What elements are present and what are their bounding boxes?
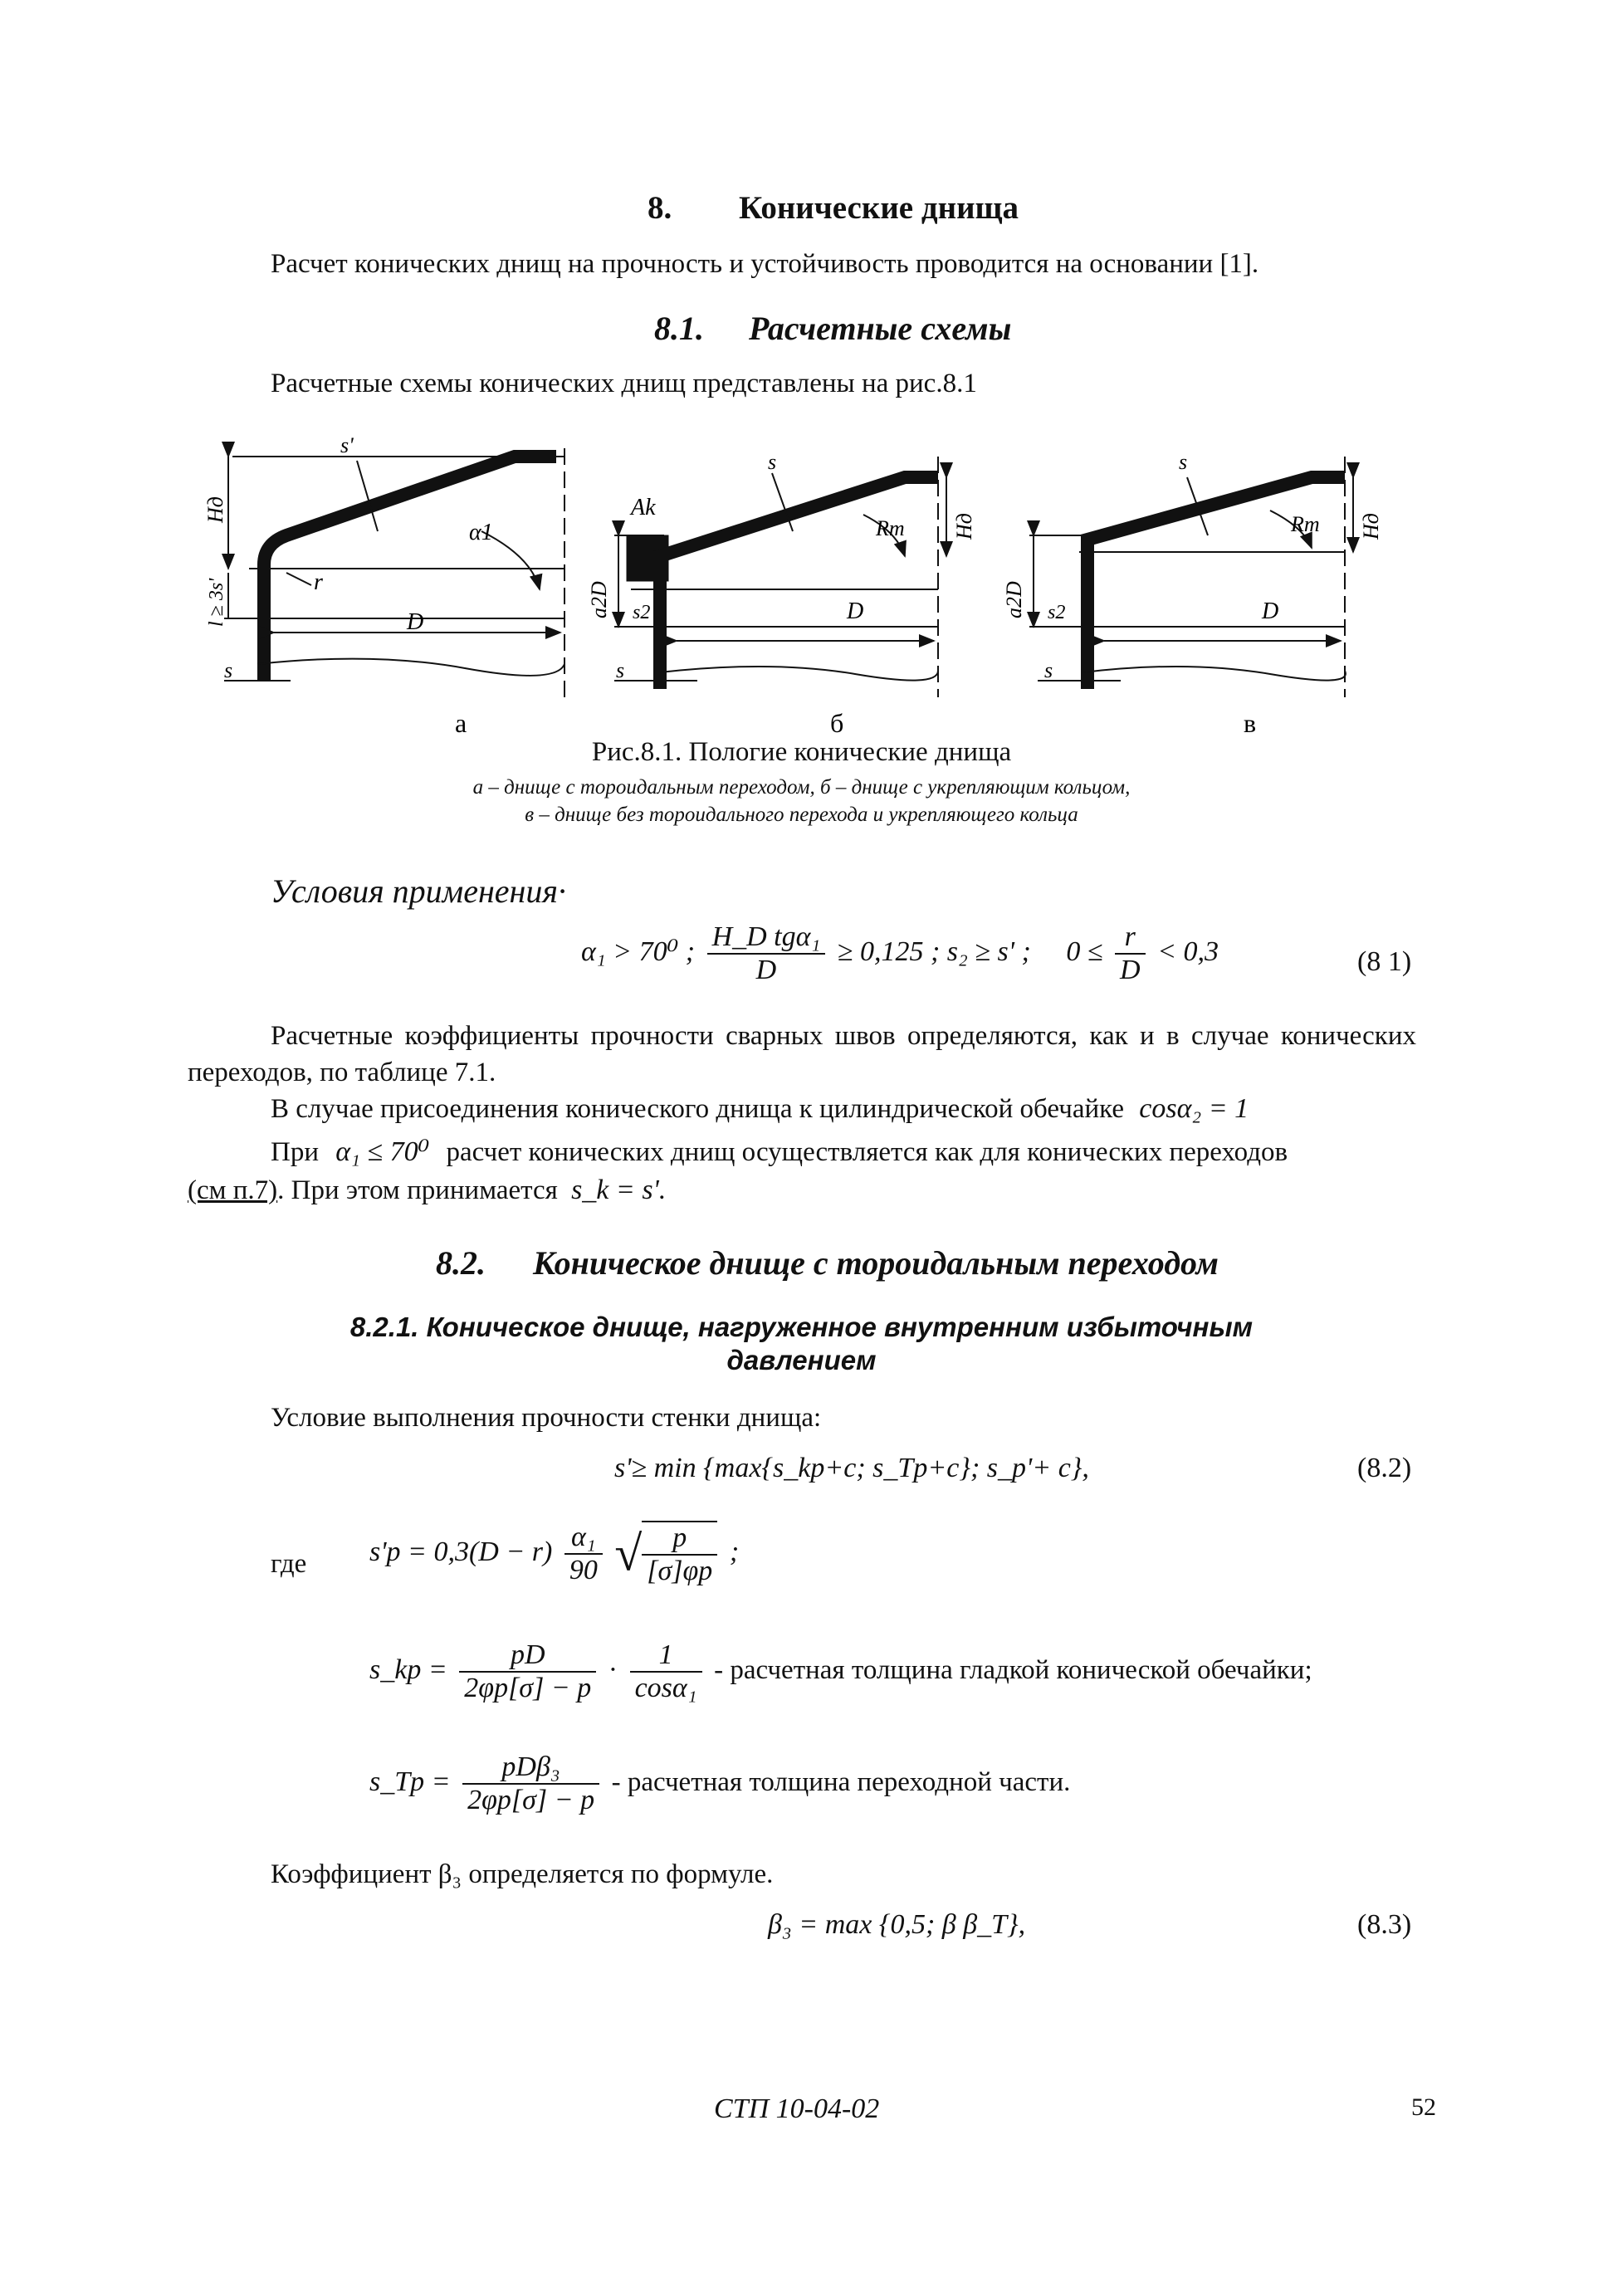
panel-b-ak-label: Ak bbox=[631, 495, 656, 520]
panel-b-a2d-label: a2D bbox=[587, 581, 611, 618]
paragraph-3-line-2 bbox=[188, 1172, 666, 1209]
eq81-part2: ≥ 0,125 ; s₂ ≥ s' ; bbox=[837, 935, 1031, 967]
def-sp-sqrt-num: p bbox=[642, 1522, 717, 1556]
panel-a-s-prime-label: s' bbox=[340, 433, 354, 457]
where-label: где bbox=[271, 1549, 307, 1579]
def-stp-frac-den: 2φp[σ] − p bbox=[467, 1785, 595, 1815]
paragraph-3-formula: α₁ ≤ 70⁰ bbox=[335, 1136, 430, 1167]
def-sp-frac-num: α₁ bbox=[564, 1522, 603, 1555]
panel-b-drawing bbox=[614, 457, 946, 697]
beta-text: Коэффициент β₃ определяется по формуле. bbox=[271, 1859, 774, 1889]
def-sp-frac-den: 90 bbox=[569, 1555, 598, 1585]
eq81-part1: α₁ > 70⁰ ; bbox=[581, 935, 696, 967]
eq81-part3: 0 ≤ bbox=[1066, 935, 1103, 967]
panel-c-d-label: D bbox=[1262, 598, 1279, 624]
paragraph-2-text: В случае присоединения конического днища к цилиндрической обечайке bbox=[271, 1094, 1124, 1124]
eq82-number: (8.2) bbox=[1357, 1453, 1412, 1483]
intro-text: Расчет конических днищ на прочность и устойчивость проводится на основании [1]. bbox=[271, 249, 1259, 279]
paragraph-3-b: расчет конических днищ осуществляется как для конических переходов bbox=[446, 1137, 1288, 1167]
def-skp-frac2-den: cosα₁ bbox=[634, 1673, 697, 1703]
def-stp-description: - расчетная толщина переходной части. bbox=[611, 1766, 1071, 1797]
panel-b-s2-label: s2 bbox=[633, 602, 651, 623]
def-sp-tail: ; bbox=[729, 1536, 740, 1567]
panel-a-drawing bbox=[224, 448, 564, 697]
panel-b-letter: б bbox=[830, 708, 844, 738]
panel-b-s-bottom-label: s bbox=[616, 658, 625, 682]
strength-condition-text: Условие выполнения прочности стенки днища: bbox=[271, 1403, 822, 1433]
panel-c-letter: в bbox=[1244, 708, 1257, 738]
panel-c-s2-label: s2 bbox=[1048, 602, 1066, 623]
def-skp-frac-den: 2φp[σ] − p bbox=[464, 1673, 592, 1703]
panel-b-rt-label: Rт bbox=[876, 516, 905, 540]
panel-a-l-label: l ≥ 3s' bbox=[206, 578, 227, 627]
def-stp-frac-num: pDβ₃ bbox=[462, 1751, 599, 1785]
equation-8-2: s'≥ min {max{s_kp+c; s_Tp+c}; s_p'+ c}, bbox=[614, 1453, 1089, 1483]
equation-8-3: β₃ = max {0,5; β β_T}, bbox=[768, 1909, 1026, 1940]
section-8-1-number: 8.1. bbox=[654, 310, 704, 347]
paragraph-3 bbox=[271, 1134, 1416, 1170]
panel-b-d-label: D bbox=[847, 598, 864, 624]
eq81-frac2-den: D bbox=[1120, 955, 1141, 985]
section-8-title: Конические днища bbox=[739, 190, 1019, 226]
eq81-frac-den: D bbox=[755, 955, 777, 985]
schemes-text: Расчетные схемы конических днищ представлены на рис.8.1 bbox=[271, 369, 977, 398]
footer-document-code: СТП 10-04-02 bbox=[714, 2093, 880, 2124]
section-8-1-title: Расчетные схемы bbox=[749, 310, 1012, 347]
section-8-2-1-heading-line-2: давлением bbox=[726, 1345, 877, 1375]
panel-b-hd-label: Hд bbox=[952, 513, 976, 540]
panel-a-hd-label: Hд bbox=[203, 496, 227, 523]
section-8-2-number: 8.2. bbox=[436, 1244, 486, 1282]
panel-a-letter: а bbox=[455, 708, 467, 738]
section-8-number: 8. bbox=[648, 190, 672, 226]
def-skp-lhs: s_kp = bbox=[369, 1654, 447, 1685]
def-skp-fraction-2 bbox=[630, 1639, 702, 1704]
def-stp-fraction bbox=[462, 1751, 599, 1816]
figure-caption-sub-1: а – днище с тороидальным переходом, б – днище с укрепляющим кольцом, bbox=[472, 776, 1131, 799]
section-8-2-title: Коническое днище с тороидальным переходом bbox=[533, 1244, 1219, 1282]
panel-c-drawing bbox=[1029, 457, 1353, 697]
paragraph-2 bbox=[271, 1091, 1249, 1127]
paragraph-3-a: При bbox=[271, 1137, 319, 1167]
definition-s-tp bbox=[369, 1751, 1070, 1816]
panel-c-rt-label: Rт bbox=[1291, 512, 1320, 536]
figure-8-1 bbox=[0, 432, 1603, 780]
def-stp-lhs: s_Tp = bbox=[369, 1766, 451, 1797]
sqrt-icon: √ bbox=[614, 1526, 643, 1581]
def-skp-frac2-num: 1 bbox=[630, 1639, 702, 1673]
panel-c-a2d-label: a2D bbox=[1002, 581, 1026, 618]
eq81-fraction bbox=[707, 921, 826, 986]
section-7-link[interactable]: (см п.7) bbox=[188, 1175, 278, 1205]
eq81-frac-num: H_D tgα₁ bbox=[707, 921, 826, 955]
paragraph-2-formula: cosα₂ = 1 bbox=[1139, 1093, 1249, 1124]
paragraph-3-formula-2: s_k = s'. bbox=[571, 1175, 667, 1205]
def-sp-sqrt-fraction bbox=[642, 1521, 717, 1587]
paragraph-3-c: . При этом принимается bbox=[277, 1175, 558, 1205]
def-sp-sqrt-den: [σ]φp bbox=[647, 1556, 713, 1586]
footer-page-number: 52 bbox=[1411, 2093, 1436, 2121]
panel-b-s-label: s bbox=[768, 450, 777, 474]
equation-8-1 bbox=[581, 921, 1219, 986]
def-skp-description: - расчетная толщина гладкой конической обечайки; bbox=[714, 1654, 1312, 1685]
eq81-fraction-2 bbox=[1115, 921, 1146, 986]
paragraph-1: Расчетные коэффициенты прочности сварных швов определяются, как и в случае конических переходов, по таблице 7.1. bbox=[188, 1021, 1416, 1087]
def-sp-lhs: s'p = 0,3(D − r) bbox=[369, 1536, 553, 1567]
eq81-part4: < 0,3 bbox=[1157, 935, 1219, 967]
panel-a-alpha-label: α1 bbox=[469, 520, 493, 545]
panel-c-s-bottom-label: s bbox=[1044, 658, 1053, 682]
panel-c-hd-label: Hд bbox=[1359, 513, 1383, 540]
figure-caption-sub-2: в – днище без тороидального перехода и укрепляющего кольца bbox=[525, 804, 1078, 826]
definition-s-kp: s_kp = $\frac{pD}{2\varphi p[\sigma] - p}$ · $\frac{1}{\text{cosα₁}}$ - расчетная толщина гладкой конической обечайки; bbox=[369, 1639, 1312, 1703]
panel-a-d-label: D bbox=[407, 609, 424, 635]
eq83-number: (8.3) bbox=[1357, 1909, 1412, 1940]
section-8-2-1-heading-line-1: 8.2.1. Коническое днище, нагруженное внутренним избыточным bbox=[349, 1312, 1254, 1342]
def-skp-frac-num: pD bbox=[459, 1639, 596, 1673]
def-skp-fraction bbox=[459, 1639, 596, 1704]
panel-a-r-label: r bbox=[314, 569, 323, 595]
eq81-frac2-num: r bbox=[1115, 921, 1146, 955]
eq81-number: (8 1) bbox=[1357, 946, 1412, 977]
panel-a-s-label: s bbox=[224, 658, 233, 682]
def-sp-fraction bbox=[564, 1522, 603, 1586]
panel-c-s-label: s bbox=[1179, 450, 1188, 474]
figure-caption: Рис.8.1. Пологие конические днища bbox=[591, 737, 1012, 767]
definition-s-p bbox=[369, 1521, 739, 1587]
conditions-title: Условия применения· bbox=[271, 872, 566, 910]
